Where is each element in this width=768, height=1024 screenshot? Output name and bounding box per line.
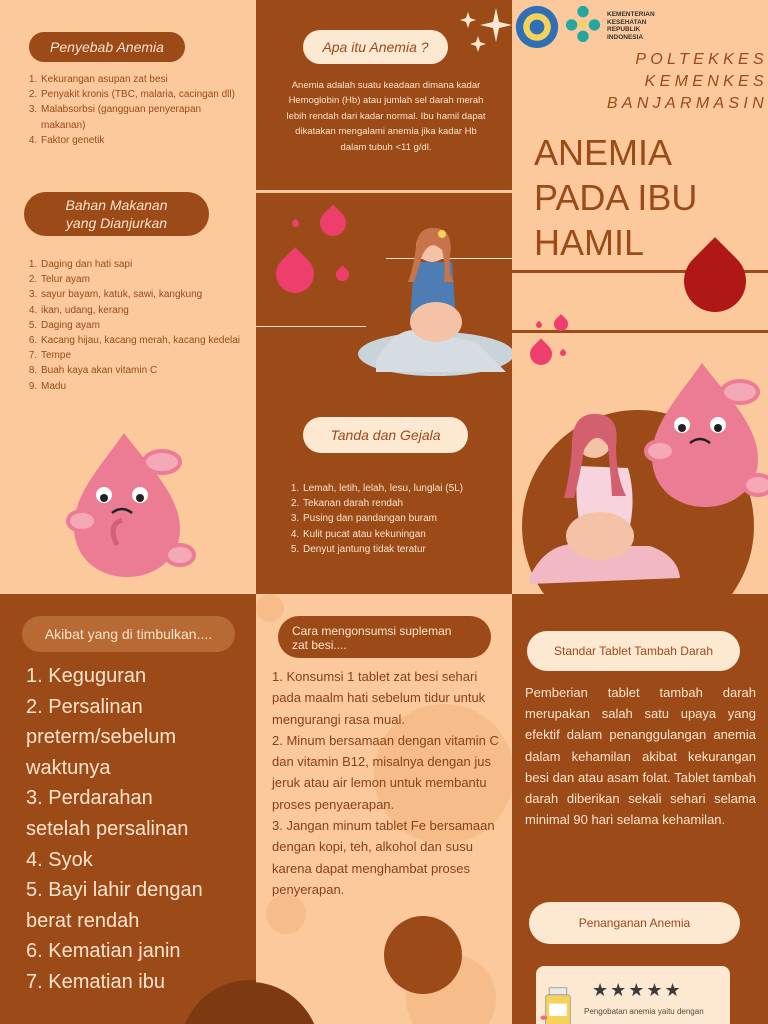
apa-title: Apa itu Anemia ? xyxy=(303,30,448,64)
list-item: 4. Kulit pucat atau kekuningan xyxy=(302,527,505,542)
sad-blood-drop-mascot-icon xyxy=(52,425,202,585)
sparkle-icon xyxy=(456,4,512,54)
panel-consequences xyxy=(0,594,256,1024)
title-line: ANEMIA xyxy=(534,132,673,173)
blood-drop-icon xyxy=(535,321,543,329)
list-item: 4. Faktor genetik xyxy=(40,133,243,148)
panel-cover xyxy=(512,0,768,594)
logo-text-line: KESEHATAN xyxy=(607,18,647,26)
list-item: 6. Kacang hijau, kacang merah, kacang kedelai xyxy=(40,333,243,348)
title-line: HAMIL xyxy=(534,222,645,263)
list-item: 1. Keguguran xyxy=(26,665,147,687)
list-item: 2. Persalinan xyxy=(26,695,143,718)
panel-causes-foods xyxy=(0,0,256,594)
list-item: 5. Daging ayam xyxy=(40,318,243,333)
list-item: 5. Denyut jantung tidak teratur xyxy=(302,542,505,557)
panel-definition-symptoms xyxy=(256,0,512,594)
decor-circle xyxy=(256,594,284,622)
blood-drop-icon xyxy=(268,247,322,301)
list-item: preterm/sebelum xyxy=(26,726,177,749)
card-text: Pengobatan anemia yaitu dengan xyxy=(584,1007,704,1016)
list-item: 9. Madu xyxy=(40,379,243,394)
institution-name xyxy=(568,49,768,115)
list-item: waktunya xyxy=(26,756,111,779)
cara-text: 1. Konsumsi 1 tablet zat besi sehari pada maalm hati sebelum tidur untuk mengurangi rasa mual. 2. Minum bersamaan dengan vitamin C dan vitamin B12, misalnya dengan jus jeruk atau air lemon untuk membantu proses penyaerapan. 3. Jangan minum tablet Fe bersamaan dengan kopi, teh, alkohol dan susu karena dapat menghambat proses penyerapan. xyxy=(272,669,499,897)
decor-circle xyxy=(256,982,320,1024)
panel-supplement-usage xyxy=(256,594,512,1024)
list-item: 2. Tekanan darah rendah xyxy=(302,496,505,511)
penanganan-title: Penanganan Anemia xyxy=(529,902,740,944)
list-item: 2. Telur ayam xyxy=(40,272,243,287)
divider xyxy=(256,326,366,327)
list-item: 1. Daging dan hati sapi xyxy=(40,257,243,272)
sad-blood-drop-mascot-icon xyxy=(630,355,768,515)
title-line: PADA IBU xyxy=(534,177,698,218)
tanda-title: Tanda dan Gejala xyxy=(303,417,468,453)
pregnant-woman-sitting-icon xyxy=(356,222,512,382)
tanda-list xyxy=(280,481,505,557)
akibat-list xyxy=(26,661,252,998)
kemenkes-logo-icon xyxy=(564,4,602,42)
list-item: 1. Kekurangan asupan zat besi xyxy=(40,72,243,87)
list-item: 5. Bayi lahir dengan xyxy=(26,879,203,902)
decor-circle xyxy=(384,916,462,994)
list-item: 3. sayur bayam, katuk, sawi, kangkung xyxy=(40,287,243,302)
blood-drop-icon xyxy=(559,349,567,357)
list-item: 4. Syok xyxy=(26,848,93,871)
bahan-list xyxy=(18,257,243,394)
cara-title xyxy=(278,616,491,658)
rating-stars: ★★★★★ xyxy=(592,980,683,1000)
logo-text-line: REPUBLIK xyxy=(607,26,641,33)
blood-drop-icon xyxy=(315,205,352,242)
divider xyxy=(512,330,768,333)
list-item: 3. Perdarahan xyxy=(26,787,153,810)
penyebab-title: Penyebab Anemia xyxy=(29,32,185,62)
cara-title-line1: Cara mengonsumsi supleman xyxy=(292,624,452,638)
pill-bottle-icon xyxy=(540,986,576,1024)
logo-text-line: KEMENTERIAN xyxy=(607,11,655,18)
bahan-title xyxy=(24,192,209,236)
apa-text: Anemia adalah suatu keadaan dimana kadar Hemoglobin (Hb) atau jumlah sel darah merah lebih rendah dari kadar normal. Ibu hamil dapat dikatakan mengalami anemia jika kadar Hb dalam tubuh <11 g/dl. xyxy=(286,80,486,153)
list-item: 2. Penyakit kronis (TBC, malaria, cacingan dll) xyxy=(40,87,243,102)
list-item: 8. Buah kaya akan vitamin C xyxy=(40,363,243,378)
penyebab-list xyxy=(18,72,243,148)
blood-drop-icon xyxy=(333,265,351,283)
list-item: 7. Tempe xyxy=(40,348,243,363)
treatment-card xyxy=(536,966,730,1024)
standar-text: Pemberian tablet tambah darah merupakan salah satu upaya yang efektif dalam penanggulangan anemia dalam kehamilan akibat kekurangan besi dan atau asam folat. Tablet tambah darah diberikan sekali sehari selama minimal 90 hari selama kehamilan. xyxy=(525,685,756,828)
poltekkes-seal-icon xyxy=(514,4,560,50)
logo-text-line: INDONESIA xyxy=(607,33,644,41)
divider xyxy=(256,190,512,193)
cover-title xyxy=(534,130,697,265)
list-item: berat rendah xyxy=(26,909,140,932)
institution-line: KEMENKES xyxy=(644,73,768,90)
blood-drop-icon xyxy=(525,338,556,369)
list-item: 3. Malabsorbsi (gangguan penyerapan makanan) xyxy=(40,102,243,132)
bahan-title-line1: Bahan Makanan xyxy=(65,197,168,213)
list-item: setelah persalinan xyxy=(26,817,189,840)
bahan-title-line2: yang Dianjurkan xyxy=(65,215,168,231)
list-item: 7. Kematian ibu xyxy=(26,970,165,993)
panel-standard-treatment xyxy=(512,594,768,1024)
blood-drop-icon xyxy=(291,219,301,229)
list-item: 4. ikan, udang, kerang xyxy=(40,303,243,318)
kemenkes-text xyxy=(607,11,655,41)
cara-title-line2: zat besi.... xyxy=(292,638,347,652)
institution-line: BANJARMASIN xyxy=(606,95,768,112)
list-item: 1. Lemah, letih, lelah, lesu, lunglai (5L) xyxy=(302,481,505,496)
list-item: 3. Pusing dan pandangan buram xyxy=(302,511,505,526)
institution-line: POLTEKKES xyxy=(635,51,768,68)
standar-title: Standar Tablet Tambah Darah xyxy=(527,631,740,671)
list-item: 6. Kematian janin xyxy=(26,940,181,963)
akibat-title: Akibat yang di timbulkan.... xyxy=(22,616,235,652)
